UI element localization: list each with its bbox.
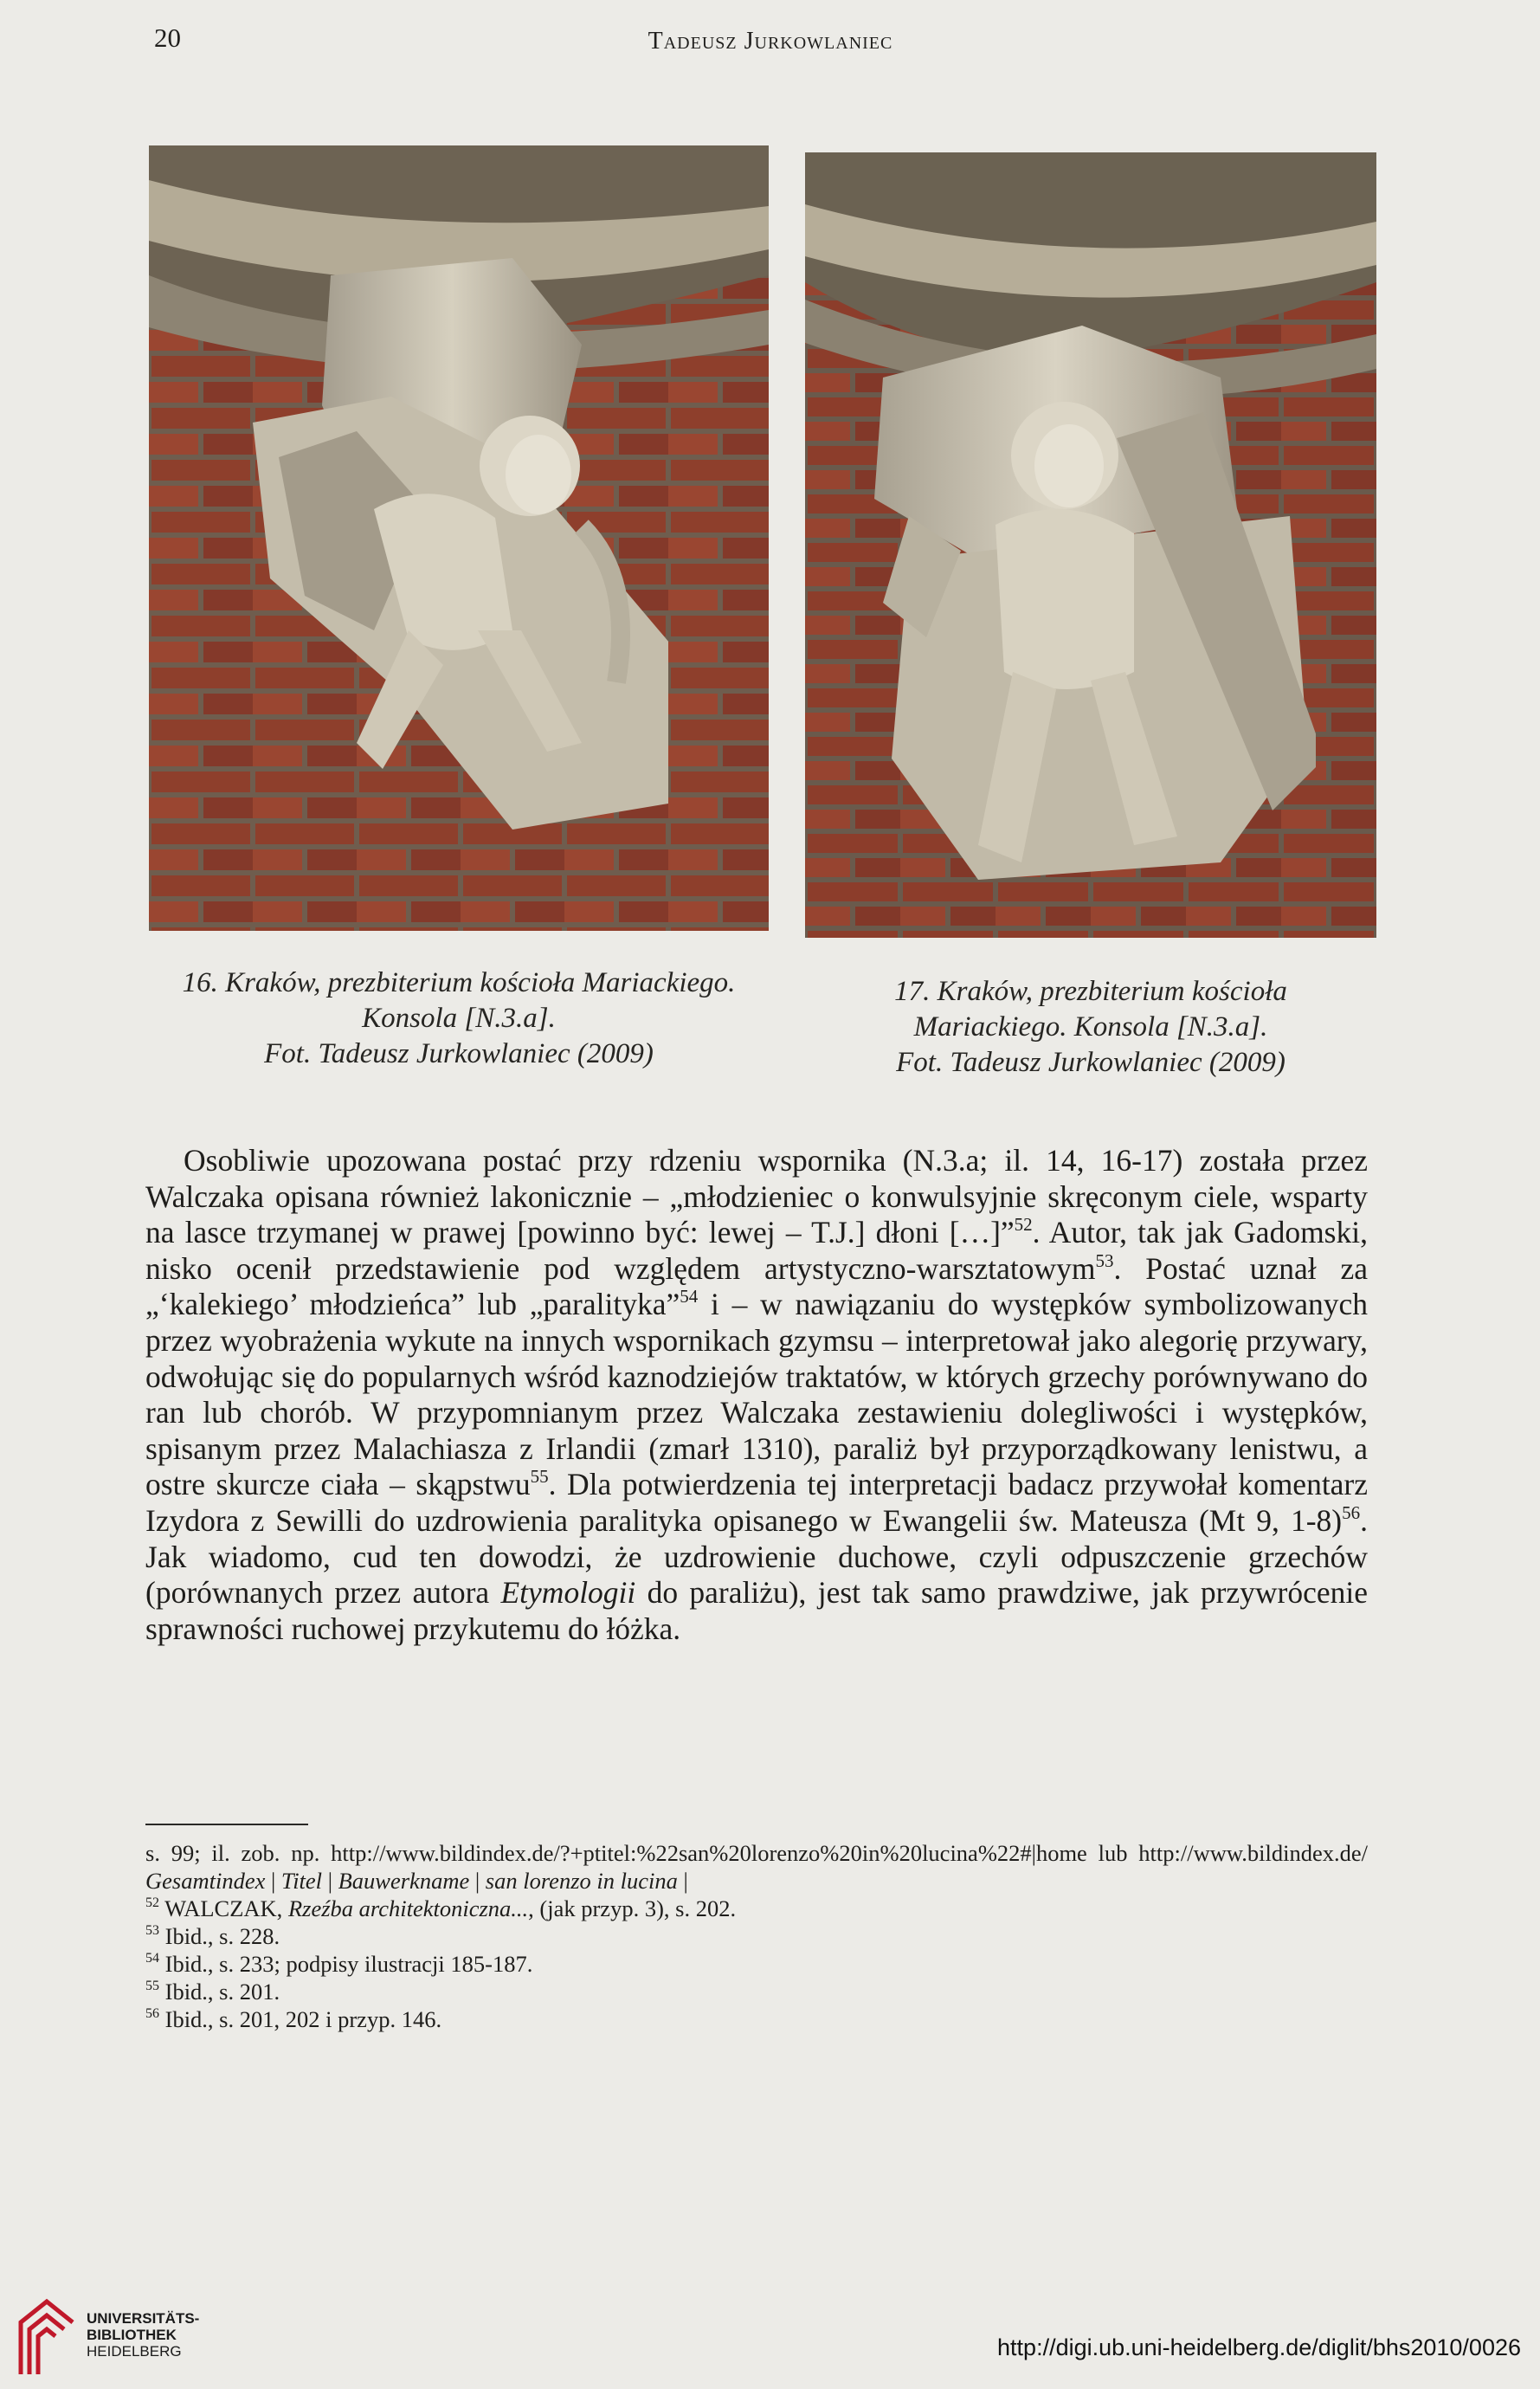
text-run: | <box>322 1868 338 1894</box>
library-name-line: HEIDELBERG <box>87 2343 182 2360</box>
footnote-ref-55[interactable]: 55 <box>530 1466 549 1488</box>
footnote-number: 52 <box>145 1895 159 1910</box>
text-run: , (jak przyp. 3), s. 202. <box>528 1895 737 1921</box>
body-paragraph <box>145 1143 1368 1647</box>
caption-line: Fot. Tadeusz Jurkowlaniec (2009) <box>264 1038 654 1069</box>
text-run: Ibid., s. 228. <box>159 1923 280 1949</box>
library-name-line: UNIVERSITÄTS- <box>87 2310 200 2327</box>
footnote-number: 54 <box>145 1951 159 1966</box>
footnote-ref-54[interactable]: 54 <box>680 1286 699 1307</box>
text-run: | <box>265 1868 281 1894</box>
footnote-ref-56[interactable]: 56 <box>1342 1501 1361 1523</box>
footnote-ref-53[interactable]: 53 <box>1095 1249 1114 1271</box>
text-run: . Autor, tak jak Gadomski, nisko ocenił przedstawienie pod względem artystyczno-warsztatowym <box>145 1215 1368 1286</box>
figure-16-caption <box>130 965 788 1072</box>
caption-line: 16. Kraków, prezbiterium kościoła Mariackiego. <box>182 967 736 998</box>
console-sculpture-photo-17 <box>805 152 1376 938</box>
text-run: Gesamtindex <box>145 1868 266 1894</box>
text-run: Ibid., s. 201, 202 i przyp. 146. <box>159 2006 442 2032</box>
caption-line: Fot. Tadeusz Jurkowlaniec (2009) <box>896 1047 1285 1078</box>
footnote-53 <box>145 1922 1368 1950</box>
text-run: i – w nawiązaniu do występków symbolizowanych przez wyobrażenia wykute na innych wspornikach gzymsu – interpretował jako alegorię przywary, odwołując się do popularnych wśród kaznodziejów traktatów, w których grzechy porównywano do ran lub chorób. W przypomnianym przez Walczaka zestawieniu dolegliwości i występków, spisanym przez Malachiasza z Irlandii (zmarł 1310), paraliż był przyporządkowany lenistwu, a ostre skurcze ciała – skąpstwu <box>145 1287 1368 1502</box>
text-run: . Jak wiadomo, cud ten dowodzi, że uzdrowienie duchowe, czyli odpuszczenie grzechów (porównanych przez autora <box>145 1502 1368 1611</box>
figure-17-photo <box>805 152 1376 938</box>
footnote-continuation <box>145 1839 1368 1895</box>
footnote-number: 56 <box>145 2006 159 2021</box>
text-run: | <box>469 1868 486 1894</box>
source-url-link[interactable]: http://digi.ub.uni-heidelberg.de/diglit/bhs2010/0026 <box>997 2334 1521 2360</box>
footnote-number: 53 <box>145 1923 159 1938</box>
text-run: Titel <box>280 1868 323 1894</box>
footnote-number: 55 <box>145 1979 159 1993</box>
text-run[interactable]: s. 99; il. zob. np. http://www.bildindex.de/?+ptitel:%22san%20lorenzo%20in%20lucina%22#|home lub http://www.bildindex.de/ <box>145 1840 1368 1866</box>
caption-line: 17. Kraków, prezbiterium kościoła <box>894 976 1287 1007</box>
text-run: WALCZAK, <box>159 1895 288 1921</box>
text-run: Ibid., s. 201. <box>159 1979 280 2005</box>
library-logo-icon <box>12 2296 81 2379</box>
footnote-separator <box>145 1824 308 1825</box>
running-head: Tadeusz Jurkowlaniec <box>648 28 893 55</box>
italic-title: Etymologii <box>500 1575 636 1611</box>
text-run: san lorenzo in lucina <box>485 1868 678 1894</box>
footnote-55 <box>145 1978 1368 2005</box>
text-run: Osobliwie upozowana postać przy rdzeniu wspornika (N.3.a; il. 14, 16-17) została przez Walczaka opisana również lakonicznie – „młodzieniec o konwulsyjnie skręconym ciele, wsparty na lasce trzymanej w prawej [powinno być: lewej – T.J.] dłoni […]” <box>145 1143 1368 1250</box>
footnote-ref-52[interactable]: 52 <box>1014 1214 1033 1236</box>
text-run: Ibid., s. 233; podpisy ilustracji 185-187. <box>159 1951 533 1977</box>
page-number: 20 <box>154 23 181 53</box>
library-name <box>87 2310 199 2360</box>
body-text <box>145 1143 1368 1647</box>
library-name-line: BIBLIOTHEK <box>87 2327 177 2343</box>
text-run: do paraliżu), jest tak samo prawdziwe, jak przywrócenie sprawności ruchowej przykutemu do łóżka. <box>145 1575 1368 1646</box>
footnote-52 <box>145 1895 1368 1922</box>
text-run: . Dla potwierdzenia tej interpretacji badacz przywołał komentarz Izydora z Sewilli do uzdrowienia paralityka opisanego w Ewangelii św. Mateusza (Mt 9, 1-8) <box>145 1467 1369 1538</box>
caption-line: Mariackiego. Konsola [N.3.a]. <box>913 1011 1268 1043</box>
text-run: Bauwerkname <box>338 1868 470 1894</box>
text-run: . Postać uznał za „‘kalekiego’ młodzieńca” lub „paralityka” <box>145 1250 1368 1322</box>
footnote-54 <box>145 1950 1368 1978</box>
console-sculpture-photo-16 <box>149 145 769 931</box>
caption-line: Konsola [N.3.a]. <box>362 1003 556 1034</box>
footnotes <box>145 1839 1368 2033</box>
figure-16-photo <box>149 145 769 931</box>
footnote-56 <box>145 2005 1368 2033</box>
text-run: Rzeźba architektoniczna... <box>287 1895 529 1921</box>
text-run: | <box>677 1868 688 1894</box>
figure-17-caption <box>831 974 1350 1081</box>
